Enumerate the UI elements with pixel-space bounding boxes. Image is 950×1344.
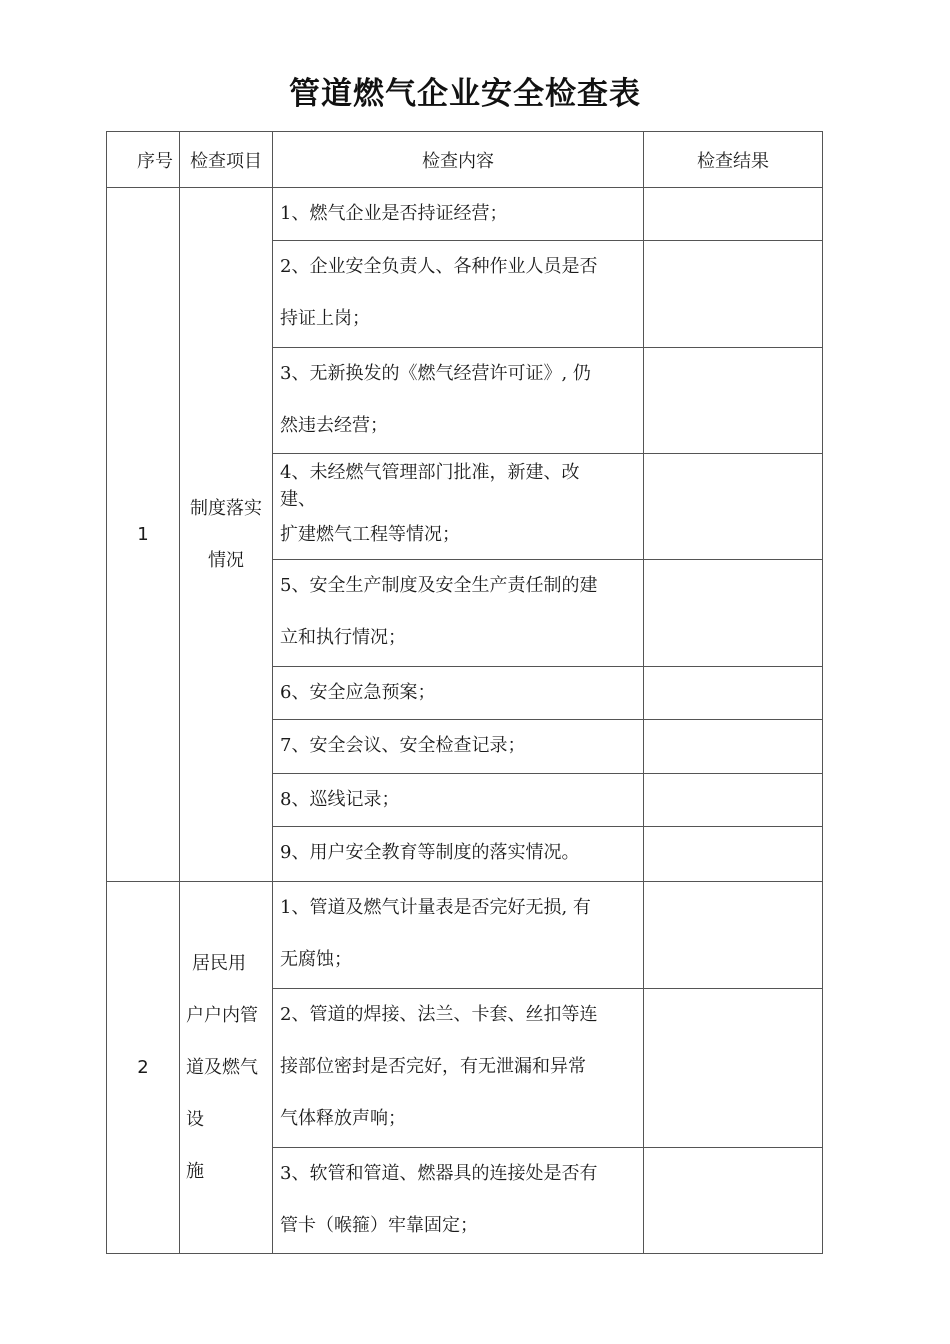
- content-line: 无腐蚀；: [280, 949, 352, 970]
- check-content-cell: [273, 560, 644, 667]
- check-content-cell: [273, 454, 644, 560]
- content-line: 4、未经燃气管理部门批准，新建、改: [280, 462, 580, 483]
- header-serial-no: 序号: [107, 132, 180, 188]
- check-result-cell[interactable]: [644, 720, 823, 774]
- content-line: 2、企业安全负责人、各种作业人员是否: [280, 256, 598, 277]
- content-line: 7、安全会议、安全检查记录；: [280, 735, 526, 756]
- check-result-cell[interactable]: [644, 1148, 823, 1254]
- content-line: 6、安全应急预案；: [280, 682, 436, 703]
- content-line: 管卡（喉箍）牢靠固定；: [280, 1215, 478, 1236]
- content-line: 气体释放声响；: [280, 1108, 406, 1129]
- check-content-cell: [273, 1148, 644, 1254]
- check-content-cell: [273, 882, 644, 989]
- content-line: 3、软管和管道、燃器具的连接处是否有: [280, 1163, 598, 1184]
- item-line: 施: [186, 1160, 204, 1182]
- content-line: 5、安全生产制度及安全生产责任制的建: [280, 575, 598, 596]
- content-line: 建、: [280, 489, 316, 510]
- inspection-table: [106, 131, 823, 1254]
- content-line: 1、管道及燃气计量表是否完好无损, 有: [280, 897, 591, 918]
- item-line: 设: [186, 1108, 204, 1130]
- header-check-item: 检查项目: [180, 132, 273, 188]
- item-line: 制度落实: [190, 497, 262, 519]
- check-content-cell: [273, 827, 644, 882]
- header-check-content: 检查内容: [273, 132, 644, 188]
- section-2-number: 2: [107, 882, 180, 1254]
- content-line: 9、用户安全教育等制度的落实情况。: [280, 842, 580, 863]
- item-line: 居民用: [192, 952, 246, 974]
- check-result-cell[interactable]: [644, 560, 823, 667]
- item-line: 道及燃气: [186, 1056, 258, 1078]
- content-line: 立和执行情况；: [280, 627, 406, 648]
- page-title: 管道燃气企业安全检查表: [289, 76, 641, 112]
- content-line: 8、巡线记录；: [280, 789, 400, 810]
- check-result-cell[interactable]: [644, 827, 823, 882]
- check-content-cell: [273, 989, 644, 1148]
- check-content-cell: [273, 720, 644, 774]
- table-row: [107, 188, 823, 241]
- section-1-number: 1: [107, 188, 180, 882]
- check-content-cell: [273, 241, 644, 348]
- content-line: 扩建燃气工程等情况；: [280, 524, 460, 545]
- check-result-cell[interactable]: [644, 348, 823, 454]
- check-content-cell: [273, 667, 644, 720]
- content-line: 3、无新换发的《燃气经营许可证》, 仍: [280, 363, 591, 384]
- check-result-cell[interactable]: [644, 454, 823, 560]
- check-result-cell[interactable]: [644, 882, 823, 989]
- content-line: 接部位密封是否完好，有无泄漏和异常: [280, 1056, 586, 1077]
- header-check-result: 检查结果: [644, 132, 823, 188]
- check-result-cell[interactable]: [644, 188, 823, 241]
- content-line: 2、管道的焊接、法兰、卡套、丝扣等连: [280, 1004, 598, 1025]
- section-1-item: [180, 188, 273, 882]
- table-row: [107, 882, 823, 989]
- check-result-cell[interactable]: [644, 241, 823, 348]
- section-2-item: [180, 882, 273, 1254]
- content-line: 然违去经营；: [280, 415, 388, 436]
- check-result-cell[interactable]: [644, 989, 823, 1148]
- item-line: 情况: [208, 549, 244, 571]
- header-row: [107, 132, 823, 188]
- check-content-cell: [273, 188, 644, 241]
- item-line: 户户内管: [186, 1004, 258, 1026]
- content-line: 持证上岗；: [280, 308, 370, 329]
- check-result-cell[interactable]: [644, 774, 823, 827]
- check-content-cell: [273, 348, 644, 454]
- content-line: 1、燃气企业是否持证经营；: [280, 203, 508, 224]
- check-content-cell: [273, 774, 644, 827]
- check-result-cell[interactable]: [644, 667, 823, 720]
